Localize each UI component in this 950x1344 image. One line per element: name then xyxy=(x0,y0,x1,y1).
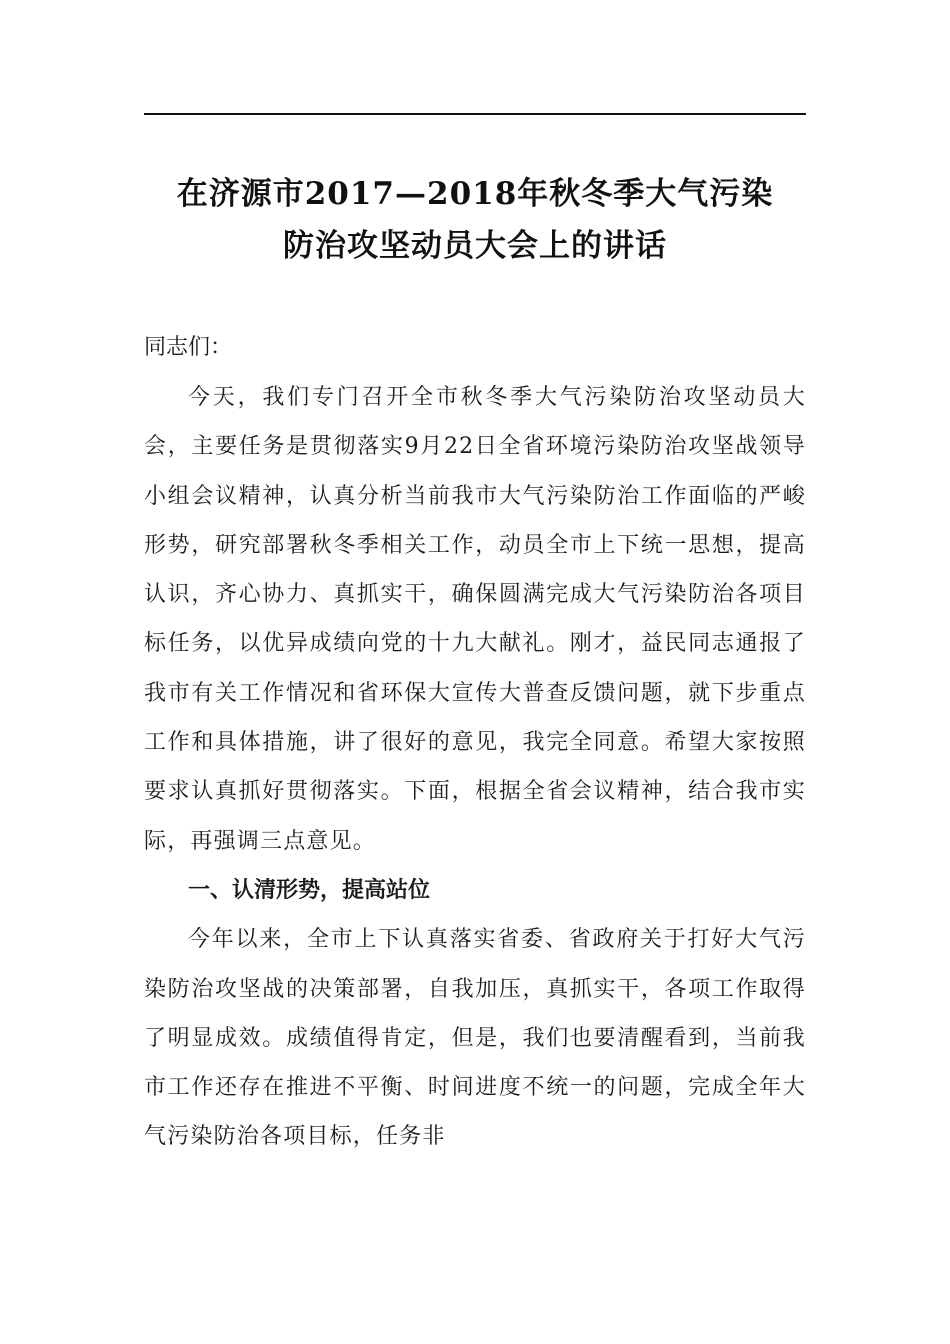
greeting: 同志们： xyxy=(144,335,233,360)
document-body xyxy=(144,323,806,1162)
paragraph-section-1: 今年以来，全市上下认真落实省委、省政府关于打好大气污染防治攻坚战的决策部署，自我加压，真抓实干，各项工作取得了明显成效。成绩值得肯定，但是，我们也要清醒看到，当前我市工作还存在推进不平衡、时间进度不统一的问题，完成全年大气污染防治各项目标，任务非 xyxy=(144,927,806,1150)
document-title xyxy=(144,168,806,272)
paragraph-intro: 今天，我们专门召开全市秋冬季大气污染防治攻坚动员大会，主要任务是贯彻落实9月22日全省环境污染防治攻坚战领导小组会议精神，认真分析当前我市大气污染防治工作面临的严峻形势，研究部署秋冬季相关工作，动员全市上下统一思想，提高认识，齐心协力、真抓实干，确保圆满完成大气污染防治各项目标任务，以优异成绩向党的十九大献礼。刚才，益民同志通报了我市有关工作情况和省环保大宣传大普查反馈问题，就下步重点工作和具体措施，讲了很好的意见，我完全同意。希望大家按照要求认真抓好贯彻落实。下面，根据全省会议精神，结合我市实际，再强调三点意见。 xyxy=(144,385,806,854)
section-heading-1: 一、认清形势，提高站位 xyxy=(188,877,431,903)
header-rule xyxy=(144,113,806,115)
title-line-2: 防治攻坚动员大会上的讲话 xyxy=(283,228,667,264)
title-line-1: 在济源市2017—2018年秋冬季大气污染 xyxy=(176,176,774,212)
